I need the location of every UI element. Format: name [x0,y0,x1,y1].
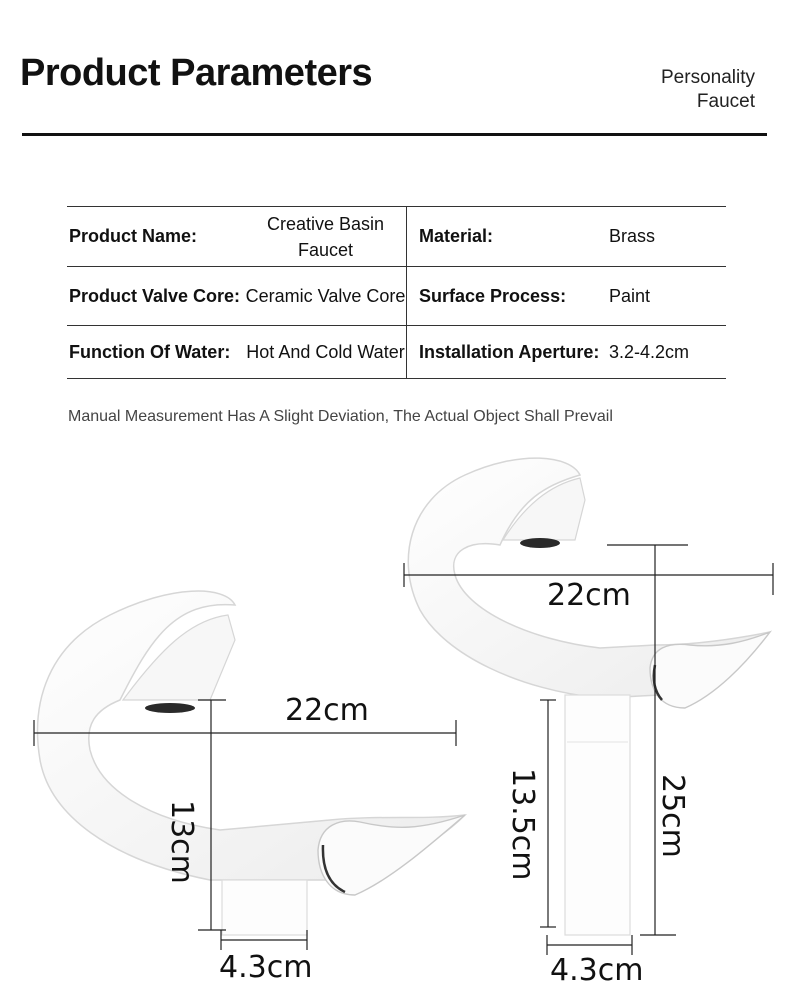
param-label: Installation Aperture: [419,341,600,362]
param-label: Material: [419,226,494,246]
right-faucet-image [408,458,770,935]
right-body-height-label: 13.5cm [505,768,540,881]
left-height-label: 13cm [164,800,199,884]
param-value: Ceramic Valve Core [245,267,407,326]
product-tag [661,66,755,114]
param-value: Hot And Cold Water [245,326,407,379]
left-faucet-image [38,591,465,935]
right-base-label: 4.3cm [550,953,644,988]
table-row [67,267,726,326]
param-value: Paint [609,285,651,306]
parameter-table [67,206,726,379]
param-label: Function Of Water: [69,341,231,362]
left-base-label: 4.3cm [219,950,313,985]
page-title: Product Parameters [20,52,373,94]
measurement-note: Manual Measurement Has A Slight Deviation, The Actual Object Shall Prevail [68,408,613,425]
right-total-height-label: 25cm [655,774,690,858]
tag-line-2: Faucet [696,91,755,112]
table-row [67,207,726,267]
left-width-label: 22cm [285,693,369,728]
table-row [67,326,726,379]
param-value: Brass [609,226,656,246]
param-value: 3.2-4.2cm [609,341,690,362]
faucet-dimension-illustration [0,440,790,1006]
right-width-label: 22cm [547,578,631,613]
param-label: Surface Process: [419,285,567,306]
tag-line-1: Personality [661,67,755,88]
param-label: Product Valve Core: [69,285,241,306]
param-label: Product Name: [69,226,198,246]
title-divider [22,133,767,136]
param-value: Creative Basin Faucet [245,207,407,267]
